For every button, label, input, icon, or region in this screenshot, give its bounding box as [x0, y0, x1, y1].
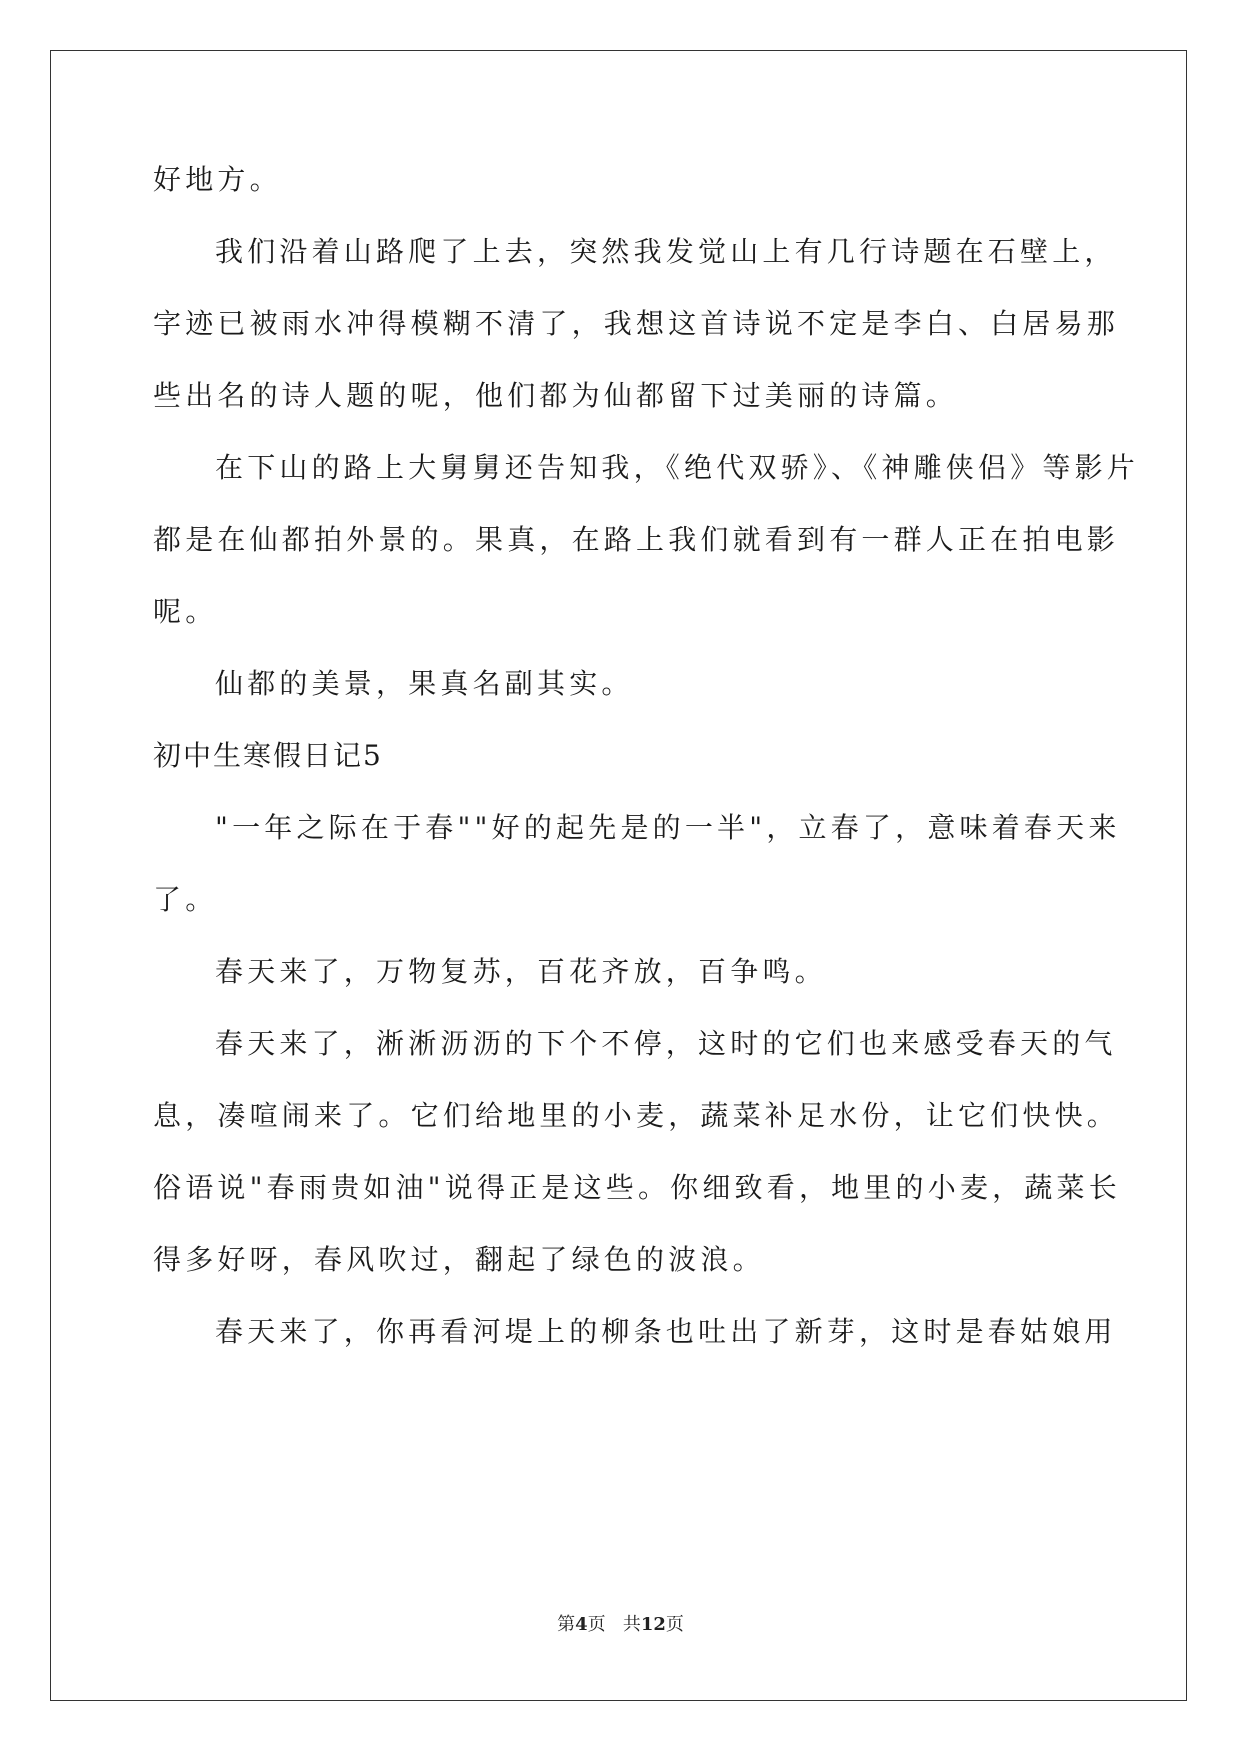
total-suffix: 页 — [665, 1614, 684, 1635]
total-pages: 12 — [640, 1614, 666, 1635]
text-line: 好地方。 — [153, 163, 282, 196]
paragraph-line: 在下山的路上大舅舅还告知我，《绝代双骄》、《神雕侠侣》等影片 — [215, 451, 1140, 484]
text-line: 字迹已被雨水冲得模糊不清了，我想这首诗说不定是李白、白居易那 — [153, 307, 1120, 340]
text-line: 俗语说"春雨贵如油"说得正是这些。你细致看，地里的小麦，蔬菜长 — [153, 1171, 1121, 1204]
section-heading: 初中生寒假日记5 — [153, 739, 383, 772]
text-line: 得多好呀，春风吹过，翻起了绿色的波浪。 — [153, 1243, 765, 1276]
text-line: 些出名的诗人题的呢，他们都为仙都留下过美丽的诗篇。 — [153, 379, 959, 412]
paragraph-line: 春天来了，淅淅沥沥的下个不停，这时的它们也来感受春天的气 — [215, 1027, 1117, 1060]
page-footer — [0, 1610, 1241, 1636]
page-number: 4 — [575, 1614, 588, 1635]
text-line: 都是在仙都拍外景的。果真，在路上我们就看到有一群人正在拍电影 — [153, 523, 1120, 556]
page-border — [50, 50, 1187, 1701]
page-suffix: 页 — [587, 1614, 606, 1635]
text-line: 了。 — [153, 883, 218, 916]
paragraph-line: 我们沿着山路爬了上去，突然我发觉山上有几行诗题在石壁上， — [215, 235, 1117, 268]
page-prefix: 第 — [557, 1614, 576, 1635]
paragraph-line: 仙都的美景，果真名副其实。 — [215, 667, 634, 700]
text-line: 息，凑喧闹来了。它们给地里的小麦，蔬菜补足水份，让它们快快。 — [153, 1099, 1120, 1132]
total-prefix: 共 — [622, 1614, 641, 1635]
paragraph-line: 春天来了，你再看河堤上的柳条也吐出了新芽，这时是春姑娘用 — [215, 1315, 1117, 1348]
text-line: 呢。 — [153, 595, 218, 628]
paragraph-line: "一年之际在于春""好的起先是的一半"，立春了，意味着春天来 — [215, 811, 1121, 844]
paragraph-line: 春天来了，万物复苏，百花齐放，百争鸣。 — [215, 955, 827, 988]
